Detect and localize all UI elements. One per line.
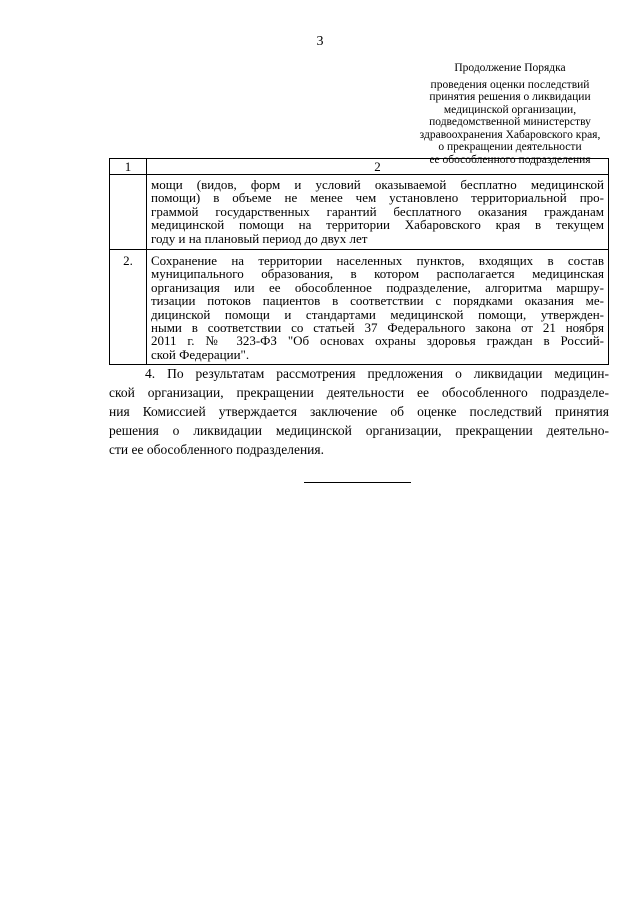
header-line: ее обособленного подразделения — [429, 153, 591, 166]
header-line: медицинской организации, — [443, 103, 577, 116]
row-text-cell — [147, 175, 609, 250]
header-line: подведомственной министерству — [429, 116, 591, 128]
row-text-line: 2011 г. № 323-ФЗ "Об основах охраны здоровья граждан в Россий- — [151, 333, 604, 349]
end-separator-line — [304, 482, 411, 483]
row-number-cell: 2. — [110, 250, 147, 365]
paragraph-line: ской организации, прекращении деятельности ее обособленного подразделе- — [109, 385, 609, 400]
paragraph-4 — [109, 364, 609, 459]
row-text-line: организация или ее обособленное подразделение, алгоритма маршру- — [151, 279, 604, 295]
header-line: здравоохранения Хабаровского края, — [419, 128, 601, 141]
row-number-cell — [110, 175, 147, 250]
header-line: принятия решения о ликвидации — [429, 91, 591, 103]
header-line: проведения оценки последствий — [430, 78, 590, 91]
row-text-line: Сохранение на территории населенных пунктов, входящих в состав — [151, 253, 604, 269]
criteria-table — [109, 158, 609, 365]
row-text-line: ской Федерации". — [151, 346, 250, 362]
appendix-header — [410, 62, 610, 166]
paragraph-line: решения о ликвидации медицинской организации, прекращении деятельно- — [109, 423, 609, 438]
row-text-line: году и на плановый период до двух лет — [151, 230, 368, 246]
row-text-line: муниципального образования, в котором располагается медицинская — [151, 266, 604, 282]
row-text-cell — [147, 250, 609, 365]
row-text-line: граммой государственных гарантий бесплатного оказания гражданам — [151, 203, 604, 219]
paragraph-line: ния Комиссией утверждается заключение об оценке последствий принятия — [109, 404, 609, 419]
row-text-line: ными в соответствии со статьей 37 Федерального закона от 21 ноября — [151, 320, 604, 336]
row-text-line: дицинской помощи и стандартами медицинской помощи, утвержден- — [151, 306, 604, 322]
header-line: Продолжение Порядка — [454, 62, 566, 74]
paragraph-line: сти ее обособленного подразделения. — [109, 442, 324, 457]
row-text-line: медицинской помощи на территории Хабаровского края в текущем — [151, 217, 604, 233]
row-text-line: помощи) в объеме не менее чем установлено территориальной про- — [151, 190, 604, 206]
header-line: о прекращении деятельности — [438, 141, 582, 153]
paragraph-line: 4. По результатам рассмотрения предложения о ликвидации медицин- — [145, 366, 609, 381]
table-row — [110, 175, 609, 250]
column-header-text: 2 — [147, 159, 609, 175]
row-text-line: мощи (видов, форм и условий оказываемой бесплатно медицинской — [151, 177, 604, 192]
row-text-line: тизации потоков пациентов в соответствии с порядками оказания ме- — [151, 293, 604, 309]
table-header-row — [110, 159, 609, 175]
page-number: 3 — [316, 34, 324, 49]
column-header-number: 1 — [110, 159, 147, 175]
table-row — [110, 250, 609, 365]
